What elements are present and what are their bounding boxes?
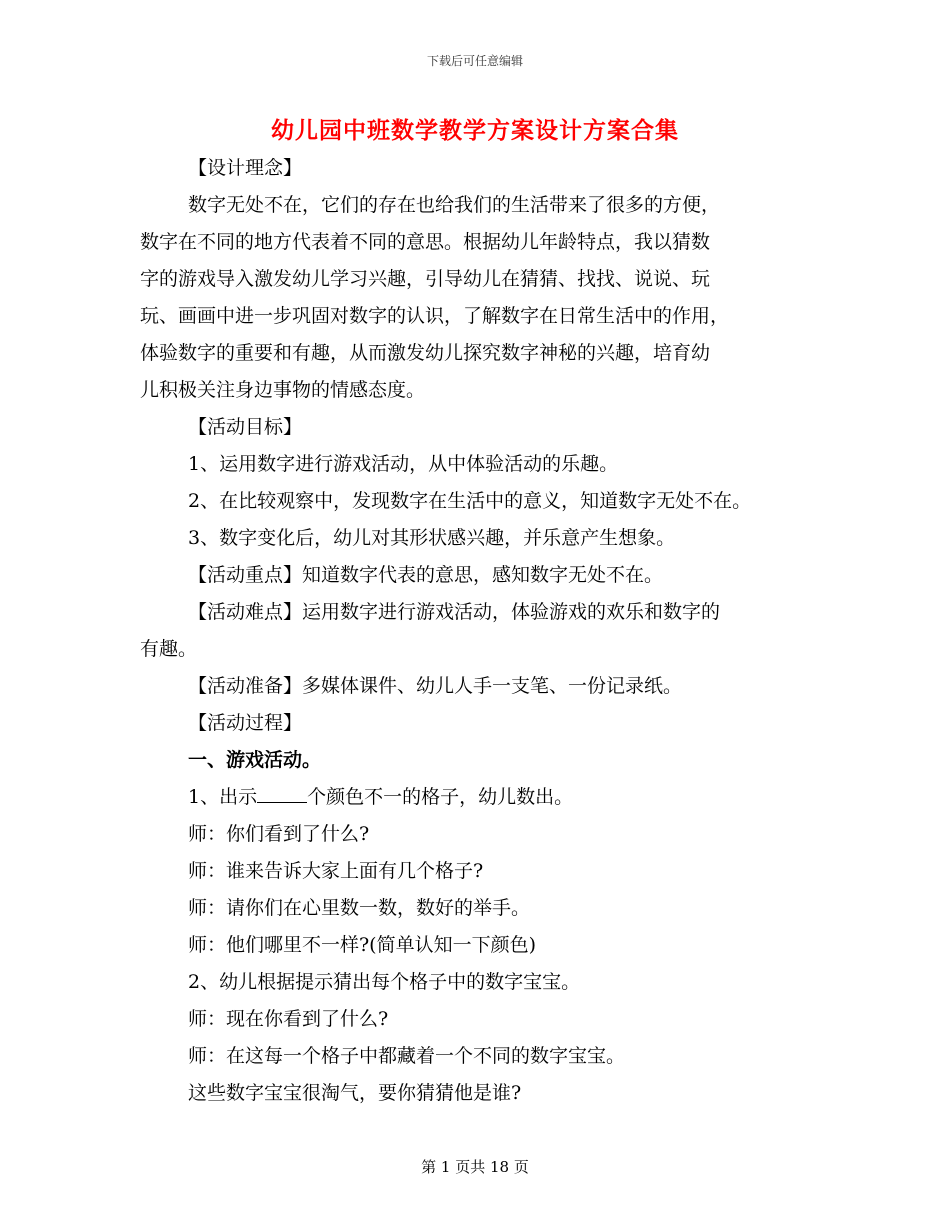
dialogue-line: 师：请你们在心里数一数，数好的举手。 (188, 897, 531, 919)
dialogue-line: 师：现在你看到了什么? (188, 1008, 389, 1030)
document-title: 幼儿园中班数学教学方案设计方案合集 (271, 117, 679, 144)
section-heading-design-concept: 【设计理念】 (188, 157, 303, 179)
paragraph-line: 玩、画画中进一步巩固对数字的认识，了解数字在日常生活中的作用， (140, 305, 730, 327)
section-heading-process: 【活动过程】 (188, 712, 303, 734)
paragraph-line: 体验数字的重要和有趣，从而激发幼儿探究数字神秘的兴趣，培育幼 (140, 342, 711, 364)
dialogue-line: 师：谁来告诉大家上面有几个格子? (188, 860, 484, 882)
fill-in-blank (257, 784, 307, 803)
difficulty-line: 【活动难点】运用数字进行游戏活动，体验游戏的欢乐和数字的 (188, 601, 721, 623)
preparation-line: 【活动准备】多媒体课件、幼儿人手一支笔、一份记录纸。 (188, 675, 683, 697)
dialogue-line: 师：你们看到了什么? (188, 823, 370, 845)
dialogue-line: 师：在这每一个格子中都藏着一个不同的数字宝宝。 (188, 1045, 626, 1067)
section-heading-goals: 【活动目标】 (188, 416, 303, 438)
subsection-heading-game: 一、游戏活动。 (188, 749, 322, 771)
paragraph-line: 字的游戏导入激发幼儿学习兴趣，引导幼儿在猜猜、找找、说说、玩 (140, 268, 711, 290)
page-number: 第 1 页共 18 页 (421, 1158, 529, 1176)
process-step-suffix: 个颜色不一的格子，幼儿数出。 (307, 786, 574, 808)
key-point-line: 【活动重点】知道数字代表的意思，感知数字无处不在。 (188, 564, 664, 586)
header-note: 下载后可任意编辑 (426, 54, 523, 68)
goal-item: 1、运用数字进行游戏活动，从中体验活动的乐趣。 (188, 453, 619, 475)
paragraph-line: 儿积极关注身边事物的情感态度。 (140, 379, 426, 401)
process-step (140, 779, 820, 816)
difficulty-line-continued: 有趣。 (140, 638, 198, 660)
paragraph-line: 数字无处不在，它们的存在也给我们的生活带来了很多的方便， (188, 194, 721, 216)
process-step-prefix: 1、出示 (188, 786, 258, 808)
paragraph-line: 数字在不同的地方代表着不同的意思。根据幼儿年龄特点，我以猜数 (140, 231, 711, 253)
document-body (140, 150, 820, 1112)
dialogue-line: 这些数字宝宝很淘气，要你猜猜他是谁? (188, 1082, 522, 1104)
process-step: 2、幼儿根据提示猜出每个格子中的数字宝宝。 (188, 971, 581, 993)
goal-item: 2、在比较观察中，发现数字在生活中的意义，知道数字无处不在。 (188, 490, 752, 512)
dialogue-line: 师：他们哪里不一样?(简单认知一下颜色) (188, 934, 537, 956)
goal-item: 3、数字变化后，幼儿对其形状感兴趣，并乐意产生想象。 (188, 527, 676, 549)
